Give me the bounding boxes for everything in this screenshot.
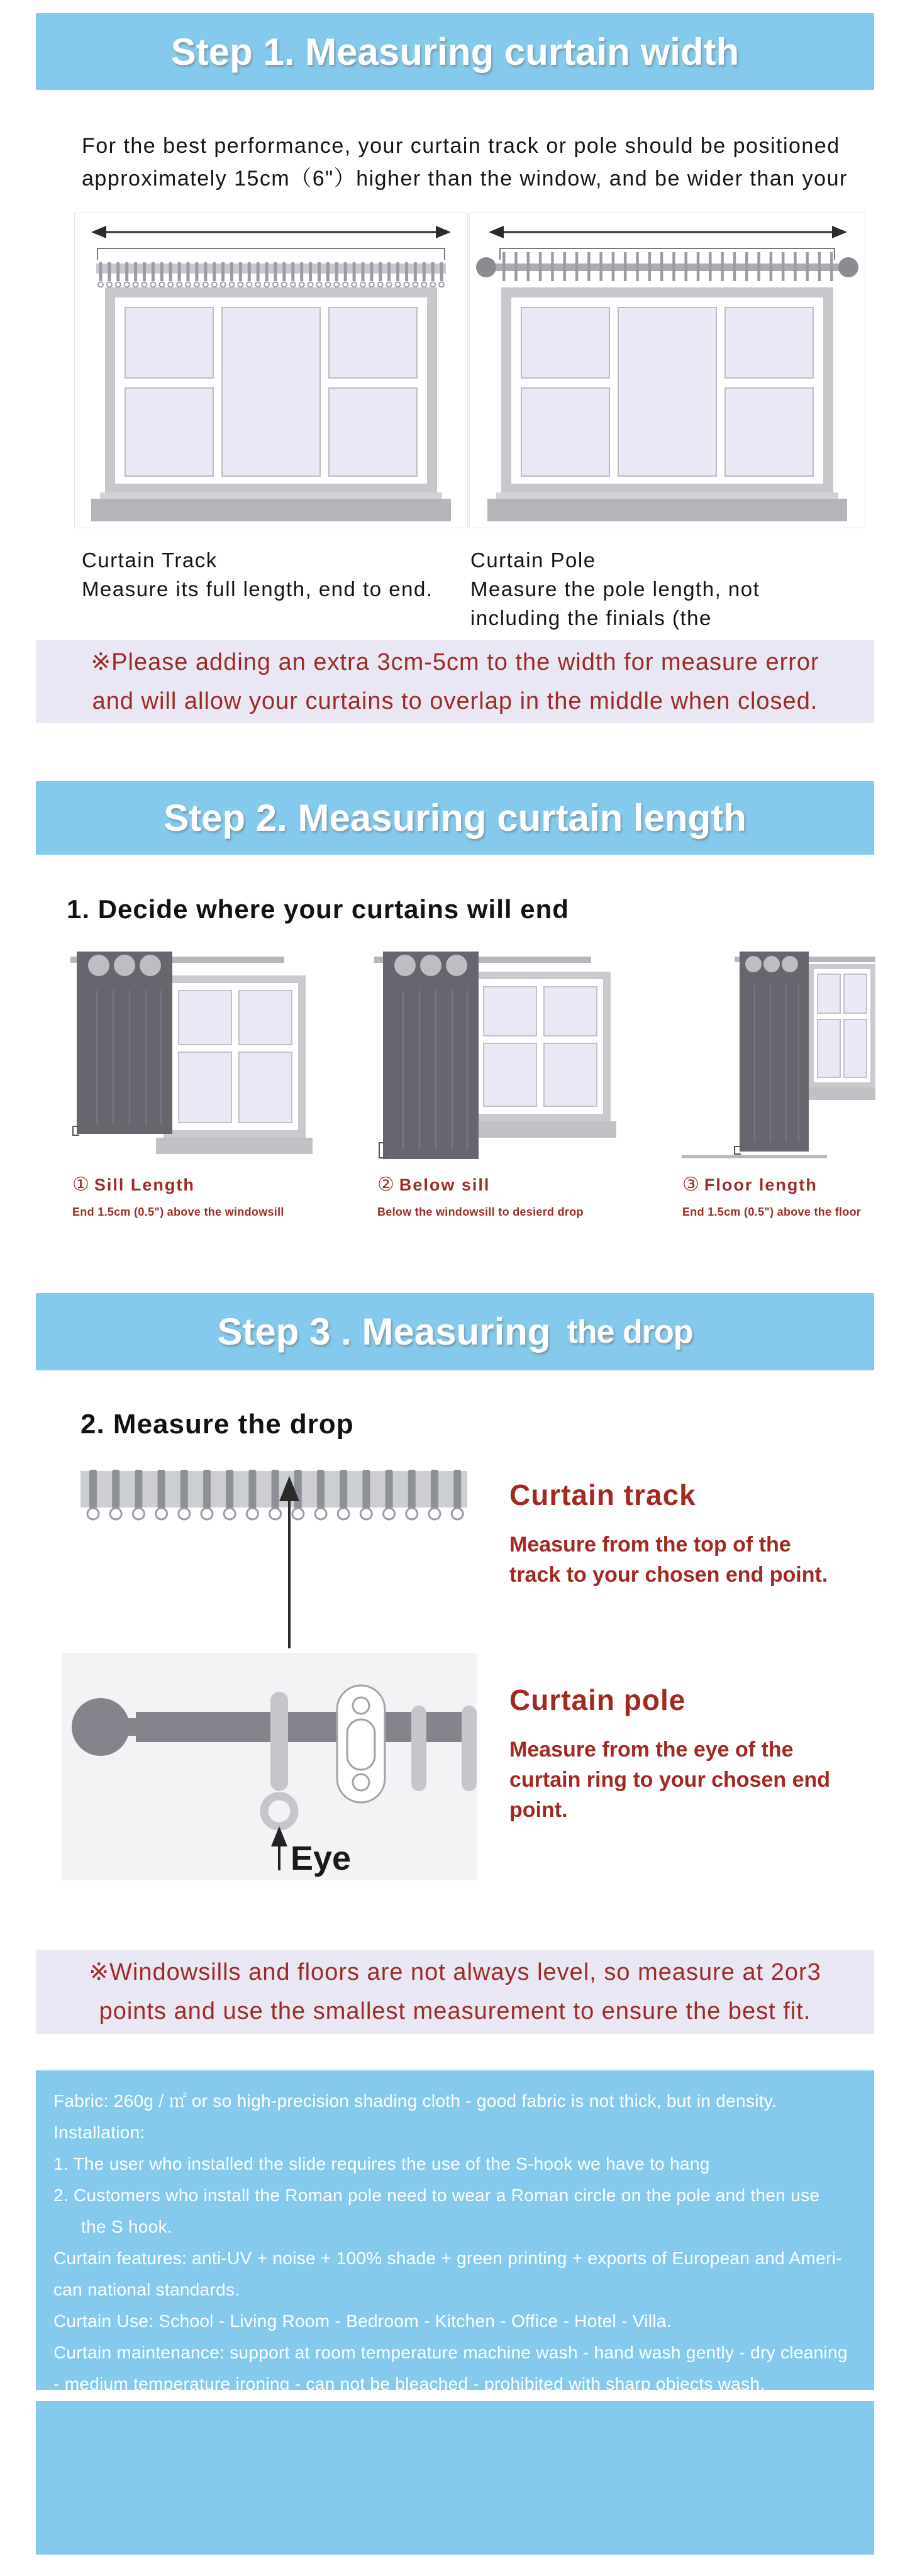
curtain: [77, 952, 172, 1134]
curtain-track-title: Curtain track: [509, 1479, 696, 1511]
curtain-track-body: [509, 1530, 828, 1590]
curtain-track-body-1: Measure from the top of the: [509, 1533, 791, 1557]
step3-banner: [36, 1293, 874, 1370]
curtain-pole-body-1: Measure from the eye of the: [509, 1738, 794, 1762]
curtain-track-window-illustration: [75, 213, 466, 526]
track-caption-body: Measure its full length, end to end.: [82, 577, 433, 601]
info-line: can national standards.: [53, 2280, 240, 2299]
track-drop-illustration: [80, 1468, 467, 1654]
pole-eye-svg: [62, 1653, 477, 1880]
floor-length-illustration: [679, 947, 875, 1173]
info-line: the S hook.: [81, 2217, 172, 2236]
track-drop-svg: [80, 1468, 467, 1651]
curtain-track: [96, 262, 446, 289]
grommets: [88, 955, 161, 976]
below-sill-illustration: [374, 947, 616, 1173]
track-gliders: [83, 1468, 465, 1523]
window: [461, 972, 616, 1138]
floor-length-caption: [682, 1174, 861, 1219]
window-sill-step: [100, 492, 442, 499]
below-sill-label: Below sill: [399, 1175, 491, 1194]
curtain: [383, 952, 479, 1159]
curtain-pole-window-illustration: [470, 213, 863, 526]
below-sill-svg: [374, 947, 616, 1170]
sill-length-svg: [70, 947, 313, 1170]
eye-label: Eye: [291, 1840, 352, 1877]
info-line: Fabric: 260g / ㎡ or so high-precision shading cloth - good fabric is not thick, but in density.: [53, 2091, 777, 2111]
sill-length-label: Sill Length: [94, 1175, 195, 1194]
step1-banner-title: Step 1. Measuring curtain width: [170, 30, 740, 73]
width-note-line-2: and will allow your curtains to overlap in the middle when closed.: [92, 688, 818, 714]
window-sill: [804, 1087, 875, 1100]
curtain-pole-body-2: curtain ring to your chosen end: [509, 1768, 831, 1792]
window: [487, 287, 847, 521]
info-line: Curtain maintenance: support at room temperature machine wash - hand wash gently - dry cleaning: [53, 2343, 848, 2362]
curtain-track-diagram-panel: [74, 213, 468, 528]
circled-two-icon: ②: [377, 1174, 394, 1195]
width-arrow: [489, 226, 847, 238]
pole-caption: [470, 546, 760, 633]
below-sill-desc: Below the windowsill to desierd drop: [377, 1206, 584, 1218]
curtain-track-text: [509, 1478, 828, 1590]
level-note-line-1: ※Windowsills and floors are not always level, so measure at 2or3: [89, 1959, 821, 1985]
curtain-pole: [476, 252, 858, 281]
step3-banner-title-part2: the drop: [567, 1313, 693, 1350]
curtain-pole-body-3: point.: [509, 1798, 568, 1822]
curtain-pole-title: Curtain pole: [509, 1684, 686, 1716]
width-note: [36, 640, 874, 723]
sill-length-title: [72, 1174, 284, 1196]
step1-intro: [82, 130, 848, 195]
info-line: Installation:: [53, 2123, 145, 2142]
below-sill-title: [377, 1174, 584, 1196]
floor-length-label: Floor length: [704, 1175, 818, 1194]
eye-arrow: [271, 1826, 287, 1870]
curtain: [740, 952, 809, 1152]
curtain-pole-text: [509, 1683, 830, 1825]
floor-length-desc: End 1.5cm (0.5") above the floor: [682, 1206, 862, 1218]
window: [91, 287, 451, 521]
sill-length-caption: [72, 1174, 284, 1219]
step1-banner: [36, 13, 874, 90]
track-caption-title: Curtain Track: [82, 548, 218, 572]
measure-bracket: [97, 248, 445, 260]
level-note: [36, 1950, 874, 2034]
step2-banner-title: Step 2. Measuring curtain length: [164, 797, 746, 839]
finial-ball: [72, 1698, 130, 1756]
sill-length-illustration: [70, 947, 313, 1173]
step3-heading: 2. Measure the drop: [80, 1409, 354, 1440]
window-sill: [487, 499, 847, 521]
wall-bracket: [337, 1685, 385, 1802]
window-sill: [461, 1121, 616, 1138]
product-info-section: [36, 2070, 874, 2394]
info-line: 2. Customers who install the Roman pole need to wear a Roman circle on the pole and then use: [53, 2185, 820, 2205]
info-line: 1. The user who installed the slide requires the use of the S-hook we have to hang: [53, 2154, 710, 2174]
step2-banner: [36, 781, 874, 855]
window: [156, 975, 313, 1154]
floor-length-title: [682, 1174, 861, 1196]
left-finial: [476, 257, 496, 277]
pole-ring: [411, 1706, 426, 1791]
grommets: [745, 956, 798, 972]
below-sill-caption: [377, 1174, 584, 1219]
window: [804, 964, 875, 1100]
floor-length-svg: [679, 947, 875, 1170]
pole-caption-body-2: including the finials (the: [470, 606, 712, 630]
circled-three-icon: ③: [682, 1174, 699, 1195]
eye: [264, 1796, 294, 1826]
circled-one-icon: ①: [72, 1174, 89, 1195]
pole-ring: [462, 1706, 477, 1791]
intro-line-1: For the best performance, your curtain track or pole should be positioned: [82, 134, 840, 158]
step2-heading: 1. Decide where your curtains will end: [67, 894, 569, 924]
width-note-line-1: ※Please adding an extra 3cm-5cm to the width for measure error: [91, 649, 819, 675]
window-sill: [91, 499, 451, 521]
curtain-track-body-2: track to your chosen end point.: [509, 1563, 828, 1587]
pole-caption-body-1: Measure the pole length, not: [470, 577, 760, 601]
curtain-pole-diagram-panel: [469, 213, 865, 528]
bottom-blue-block: [36, 2401, 874, 2555]
grommets: [394, 955, 467, 976]
width-arrow: [91, 226, 451, 238]
level-note-line-2: points and use the smallest measurement to ensure the best fit.: [99, 1998, 811, 2024]
info-line: Curtain Use: School - Living Room - Bedroom - Kitchen - Office - Hotel - Villa.: [53, 2311, 672, 2331]
pole-eye-illustration: [62, 1653, 477, 1880]
info-line: - medium temperature ironing - can not be bleached - prohibited with sharp objects wash.: [53, 2374, 765, 2394]
track-caption: [82, 546, 433, 604]
curtain-pole-body: [509, 1735, 830, 1825]
step3-banner-title-part1: Step 3 . Measuring: [217, 1311, 551, 1353]
pole-caption-title: Curtain Pole: [470, 548, 596, 572]
window-sill: [156, 1138, 313, 1154]
intro-line-2: approximately 15cm（6"）higher than the window, and be wider than your: [82, 167, 848, 191]
window-sill-step: [496, 492, 838, 499]
info-line: Curtain features: anti-UV + noise + 100% shade + green printing + exports of European and Ameri-: [53, 2248, 842, 2268]
sill-length-desc: End 1.5cm (0.5") above the windowsill: [72, 1206, 284, 1218]
right-finial: [838, 257, 858, 277]
